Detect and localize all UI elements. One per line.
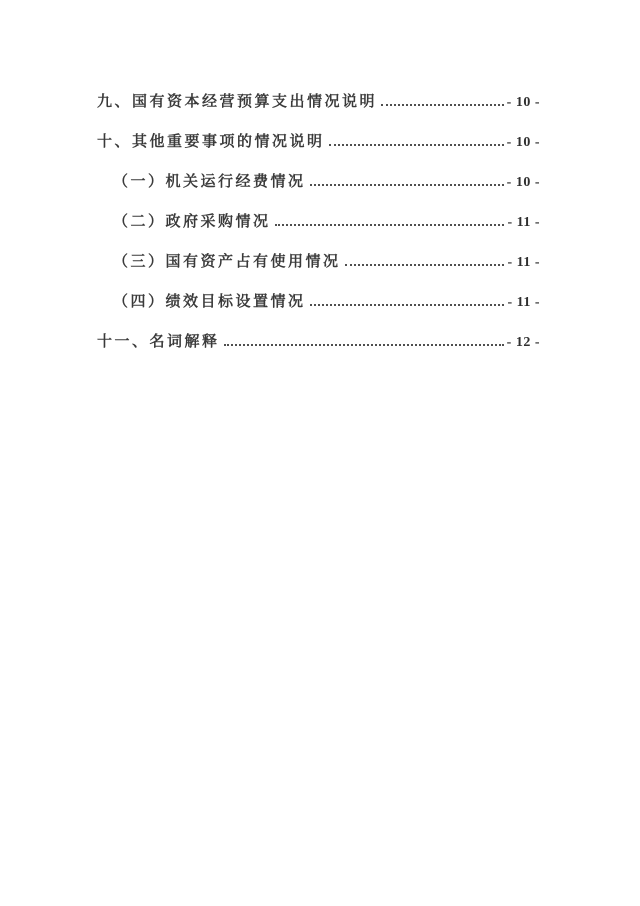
toc-entry-page-number: - 10 - — [506, 95, 540, 110]
toc-entry[interactable] — [97, 282, 540, 322]
dotted-leader — [310, 184, 504, 186]
toc-entry[interactable] — [97, 162, 540, 202]
dotted-leader — [224, 344, 504, 346]
toc-entry[interactable] — [97, 202, 540, 242]
toc-entry-page-number: - 11 - — [507, 255, 540, 270]
toc-entry[interactable] — [97, 242, 540, 282]
dotted-leader — [345, 264, 505, 266]
table-of-contents — [97, 82, 540, 362]
toc-entry-page-number: - 10 - — [506, 135, 540, 150]
dotted-leader — [381, 104, 504, 106]
toc-entry-label: （三）国有资产占有使用情况 — [113, 254, 341, 270]
toc-entry-label: 九、国有资本经营预算支出情况说明 — [97, 94, 378, 110]
dotted-leader — [275, 224, 505, 226]
toc-entry-page-number: - 12 - — [506, 335, 540, 350]
toc-entry[interactable] — [97, 322, 540, 362]
dotted-leader — [329, 144, 504, 146]
toc-entry-page-number: - 11 - — [507, 295, 540, 310]
dotted-leader — [310, 304, 505, 306]
toc-entry-page-number: - 10 - — [506, 175, 540, 190]
toc-entry-label: 十、其他重要事项的情况说明 — [97, 134, 325, 150]
toc-entry-label: （一）机关运行经费情况 — [113, 174, 306, 190]
toc-entry[interactable] — [97, 122, 540, 162]
toc-entry[interactable] — [97, 82, 540, 122]
toc-entry-label: （四）绩效目标设置情况 — [113, 294, 306, 310]
toc-entry-label: （二）政府采购情况 — [113, 214, 271, 230]
toc-entry-page-number: - 11 - — [507, 215, 540, 230]
toc-entry-label: 十一、名词解释 — [97, 334, 220, 350]
